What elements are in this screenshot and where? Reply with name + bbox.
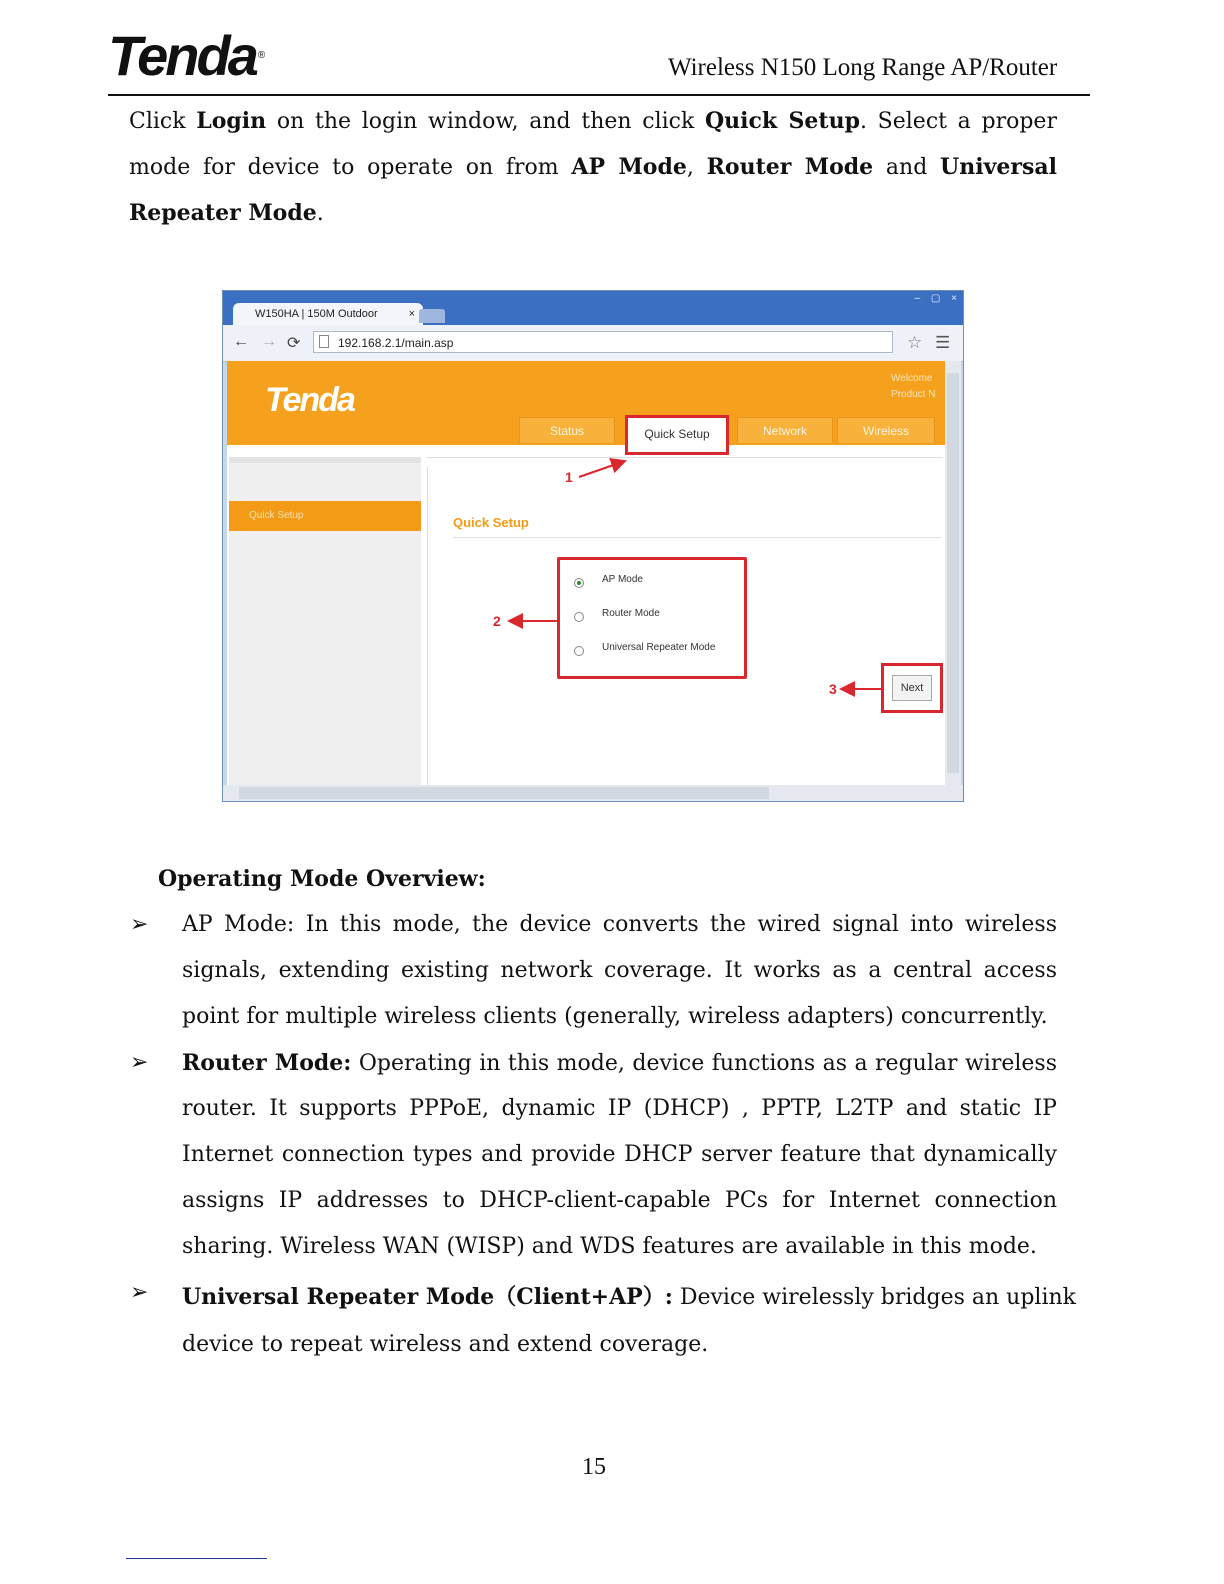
router-line-2: router. It supports PPPoE, dynamic IP (DHCP) , PPTP, L2TP and static IP <box>182 1096 1057 1121</box>
logo-text: Tenda <box>108 24 256 87</box>
product-text: Product N <box>891 389 936 400</box>
ap-line-1: AP Mode: In this mode, the device converts the wired signal into wireless <box>182 912 1057 937</box>
tab-close-icon[interactable]: × <box>408 308 415 320</box>
side-menu-quick-setup[interactable]: Quick Setup <box>229 501 421 531</box>
router-mode-label: Router Mode: <box>182 1050 352 1076</box>
intro-text: . Select a proper <box>859 109 1057 134</box>
router-line-4: assigns IP addresses to DHCP-client-capable PCs for Internet connection <box>182 1188 1057 1213</box>
callout-3: 3 <box>829 681 837 697</box>
intro-text: mode for device to operate on from <box>129 155 572 180</box>
bullet-router: ➢ <box>130 1050 149 1075</box>
univ-line-1 <box>182 1280 1076 1311</box>
universal-repeater-label: Universal Repeater Mode <box>602 642 716 653</box>
intro-text: , <box>686 155 707 180</box>
page-number: 15 <box>582 1454 606 1480</box>
univ-line-2: device to repeat wireless and extend coverage. <box>182 1332 709 1357</box>
tab-title: W150HA | 150M Outdoor <box>255 308 378 320</box>
intro-text: on the login window, and then click <box>266 109 706 134</box>
intro-text: . <box>316 201 324 226</box>
intro-text: and <box>873 155 941 180</box>
back-arrow-icon[interactable]: ← <box>233 333 249 350</box>
router-line-3: Internet connection types and provide DHCP server feature that dynamically <box>182 1142 1057 1167</box>
horizontal-scroll-thumb[interactable] <box>239 787 769 799</box>
ap-line-3: point for multiple wireless clients (generally, wireless adapters) concurrently. <box>182 1004 1048 1029</box>
callout-1: 1 <box>565 469 573 485</box>
bookmark-star-icon[interactable]: ☆ <box>907 333 923 352</box>
callout-arrows <box>223 291 963 801</box>
footnote-rule <box>126 1558 267 1559</box>
router-line-5: sharing. Wireless WAN (WISP) and WDS features are available in this mode. <box>182 1234 1037 1259</box>
welcome-text: Welcome <box>891 373 933 384</box>
overview-heading: Operating Mode Overview: <box>158 866 486 892</box>
universal-term: Universal <box>940 154 1057 180</box>
header-rule <box>108 94 1090 96</box>
document-title: Wireless N150 Long Range AP/Router <box>668 54 1058 81</box>
registered-mark: ® <box>257 50 266 61</box>
window-controls[interactable]: – ▢ × <box>914 293 961 304</box>
universal-repeater-label: Universal Repeater Mode（Client+AP）: <box>182 1284 673 1310</box>
forward-arrow-icon[interactable]: → <box>261 333 277 350</box>
univ-text: Device wirelessly bridges an uplink <box>672 1285 1076 1310</box>
bullet-ap: ➢ <box>130 912 149 937</box>
tab-quick-setup[interactable]: Quick Setup <box>625 415 729 455</box>
router-mode-term: Router Mode <box>706 154 874 180</box>
intro-line-2 <box>129 154 1057 180</box>
ap-line-2: signals, extending existing network coverage. It works as a central access <box>182 958 1057 983</box>
ap-mode-label: AP Mode <box>602 574 643 585</box>
tab-status[interactable]: Status <box>519 417 615 443</box>
tab-wireless[interactable]: Wireless <box>837 417 935 443</box>
router-mode-label: Router Mode <box>602 608 660 619</box>
tab-network[interactable]: Network <box>737 417 833 443</box>
router-text: Operating in this mode, device functions as a regular wireless <box>351 1051 1058 1076</box>
reload-icon[interactable]: ⟳ <box>287 335 301 352</box>
arrow-1 <box>579 461 625 477</box>
bullet-universal: ➢ <box>130 1280 149 1305</box>
page-logo: Tenda <box>265 381 354 419</box>
callout-2: 2 <box>493 613 501 629</box>
intro-text: Click <box>129 109 197 134</box>
ap-mode-term: AP Mode <box>571 154 687 180</box>
router-ui-screenshot <box>222 290 964 802</box>
next-button[interactable]: Next <box>892 675 932 701</box>
repeater-mode-term: Repeater Mode <box>129 200 317 226</box>
intro-line-3 <box>129 200 1057 226</box>
menu-icon[interactable]: ☰ <box>935 333 951 352</box>
vertical-scroll-thumb[interactable] <box>947 373 959 773</box>
address-bar[interactable]: 192.168.2.1/main.asp <box>313 331 893 353</box>
intro-line-1 <box>129 108 1057 134</box>
router-line-1 <box>182 1050 1057 1076</box>
quick-setup-term: Quick Setup <box>705 108 860 134</box>
login-term: Login <box>196 108 267 134</box>
content-title: Quick Setup <box>453 515 529 530</box>
tenda-logo <box>108 24 266 87</box>
